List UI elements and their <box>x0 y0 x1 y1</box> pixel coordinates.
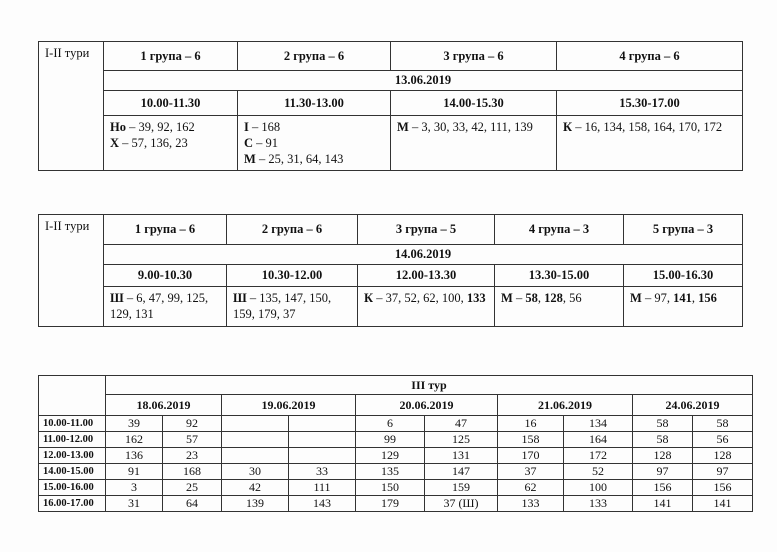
member-list: – 3, 30, 33, 42, 111, 139 <box>408 120 533 134</box>
participant-number: 156 <box>693 480 753 496</box>
member-list: – <box>512 291 526 305</box>
participant-number: 37 (Ш) <box>425 496 498 512</box>
participant-number: 31 <box>106 496 163 512</box>
participant-number: 164 <box>564 432 633 448</box>
participant-number: 64 <box>163 496 222 512</box>
tour-title: ІІІ тур <box>106 376 753 395</box>
participant-number: 92 <box>163 416 222 432</box>
participant-number <box>222 448 289 464</box>
time-header: 13.30-15.00 <box>495 265 624 287</box>
participant-number: 129 <box>356 448 425 464</box>
participant-number <box>289 448 356 464</box>
time-slot: 14.00-15.00 <box>39 464 106 480</box>
date-header: 20.06.2019 <box>356 395 498 416</box>
schedule-table-tour-3 <box>38 375 753 512</box>
region-code: Ш <box>110 291 124 305</box>
date-header: 18.06.2019 <box>106 395 222 416</box>
participant-number: 58 <box>693 416 753 432</box>
participant-number: 37 <box>498 464 564 480</box>
participant-number: 139 <box>222 496 289 512</box>
participant-number <box>289 432 356 448</box>
schedule-table-14-06 <box>38 214 743 327</box>
group-header: 3 група – 5 <box>358 215 495 245</box>
member-list: – 168 <box>248 120 281 134</box>
date-header: 21.06.2019 <box>498 395 633 416</box>
participant-number: 42 <box>222 480 289 496</box>
participant-number: 47 <box>425 416 498 432</box>
region-code: К <box>563 120 573 134</box>
region-code: Но <box>110 120 126 134</box>
time-slot: 12.00-13.00 <box>39 448 106 464</box>
participant-number: 170 <box>498 448 564 464</box>
participant-number: 56 <box>693 432 753 448</box>
group-header: 1 група – 6 <box>104 42 238 71</box>
participant-number: 58 <box>633 416 693 432</box>
time-slot: 16.00-17.00 <box>39 496 106 512</box>
participant-number: 30 <box>222 464 289 480</box>
time-slot: 10.00-11.00 <box>39 416 106 432</box>
participant-number: 162 <box>106 432 163 448</box>
participant-number: 131 <box>425 448 498 464</box>
participant-number: 58 <box>633 432 693 448</box>
time-header: 15.00-16.30 <box>624 265 743 287</box>
member-list: – 37, 52, 62, 100, <box>373 291 467 305</box>
time-slot: 15.00-16.00 <box>39 480 106 496</box>
time-header: 9.00-10.30 <box>104 265 227 287</box>
table-row <box>39 432 753 448</box>
region-code: М <box>501 291 513 305</box>
group-members <box>358 287 495 327</box>
group-members <box>238 116 391 171</box>
region-code: М <box>244 152 256 166</box>
participant-number: 168 <box>163 464 222 480</box>
time-header: 12.00-13.30 <box>358 265 495 287</box>
time-slot: 11.00-12.00 <box>39 432 106 448</box>
time-header: 10.30-12.00 <box>227 265 358 287</box>
member-list: 129, 131 <box>110 307 154 321</box>
member-number: 141 <box>673 291 692 305</box>
participant-number: 39 <box>106 416 163 432</box>
region-code: М <box>397 120 409 134</box>
member-list: – 57, 136, 23 <box>119 136 188 150</box>
participant-number: 143 <box>289 496 356 512</box>
date-header: 13.06.2019 <box>104 71 743 91</box>
participant-number: 135 <box>356 464 425 480</box>
table-row <box>39 464 753 480</box>
group-members <box>104 287 227 327</box>
member-list: – 6, 47, 99, 125, <box>123 291 209 305</box>
participant-number <box>222 432 289 448</box>
region-code: І <box>244 120 249 134</box>
group-members <box>557 116 743 171</box>
participant-number: 133 <box>564 496 633 512</box>
member-list: – 97, <box>641 291 674 305</box>
member-number: 133 <box>466 291 486 305</box>
participant-number: 150 <box>356 480 425 496</box>
participant-number: 125 <box>425 432 498 448</box>
member-list: – 16, 134, 158, 164, 170, 172 <box>572 120 723 134</box>
region-code: Х <box>110 136 120 150</box>
schedule-rows <box>39 416 753 512</box>
participant-number: 141 <box>693 496 753 512</box>
participant-number: 147 <box>425 464 498 480</box>
table-row <box>39 480 753 496</box>
group-header: 5 група – 3 <box>624 215 743 245</box>
participant-number: 134 <box>564 416 633 432</box>
participant-number: 97 <box>633 464 693 480</box>
participant-number: 111 <box>289 480 356 496</box>
participant-number: 52 <box>564 464 633 480</box>
table-row <box>39 416 753 432</box>
participant-number: 99 <box>356 432 425 448</box>
group-header: 4 група – 3 <box>495 215 624 245</box>
participant-number: 6 <box>356 416 425 432</box>
group-header: 3 група – 6 <box>391 42 557 71</box>
participant-number: 141 <box>633 496 693 512</box>
time-header: 10.00-11.30 <box>104 91 238 116</box>
time-header: 14.00-15.30 <box>391 91 557 116</box>
member-number: 58 <box>525 291 538 305</box>
participant-number: 33 <box>289 464 356 480</box>
group-members <box>624 287 743 327</box>
date-header: 19.06.2019 <box>222 395 356 416</box>
time-header: 15.30-17.00 <box>557 91 743 116</box>
participant-number: 172 <box>564 448 633 464</box>
participant-number: 159 <box>425 480 498 496</box>
region-code: К <box>364 291 374 305</box>
date-header: 14.06.2019 <box>104 245 743 265</box>
member-list: – 91 <box>253 136 279 150</box>
participant-number: 16 <box>498 416 564 432</box>
region-code: М <box>630 291 642 305</box>
group-members <box>104 116 238 171</box>
participant-number: 133 <box>498 496 564 512</box>
participant-number: 128 <box>693 448 753 464</box>
member-number: 156 <box>698 291 717 305</box>
participant-number: 91 <box>106 464 163 480</box>
group-members <box>391 116 557 171</box>
tour-label: І-ІІ тури <box>39 215 104 327</box>
tour-label: І-ІІ тури <box>39 42 104 171</box>
participant-number: 179 <box>356 496 425 512</box>
table-row <box>39 496 753 512</box>
corner-cell <box>39 376 106 416</box>
separator: , <box>537 291 545 305</box>
schedule-table-13-06 <box>38 41 743 171</box>
region-code: С <box>244 136 254 150</box>
member-list: – 39, 92, 162 <box>125 120 195 134</box>
group-members <box>495 287 624 327</box>
participant-number: 25 <box>163 480 222 496</box>
participant-number: 97 <box>693 464 753 480</box>
table-row <box>39 448 753 464</box>
member-number: 128 <box>544 291 563 305</box>
member-list: – 25, 31, 64, 143 <box>255 152 344 166</box>
date-header: 24.06.2019 <box>633 395 753 416</box>
region-code: Ш <box>233 291 247 305</box>
member-list: – 135, 147, 150, <box>246 291 332 305</box>
group-header: 2 група – 6 <box>238 42 391 71</box>
participant-number: 62 <box>498 480 564 496</box>
participant-number <box>222 416 289 432</box>
participant-number: 128 <box>633 448 693 464</box>
participant-number: 23 <box>163 448 222 464</box>
participant-number: 136 <box>106 448 163 464</box>
participant-number: 3 <box>106 480 163 496</box>
group-header: 2 група – 6 <box>227 215 358 245</box>
member-list: , 56 <box>562 291 582 305</box>
group-members <box>227 287 358 327</box>
participant-number <box>289 416 356 432</box>
time-header: 11.30-13.00 <box>238 91 391 116</box>
group-header: 1 група – 6 <box>104 215 227 245</box>
participant-number: 156 <box>633 480 693 496</box>
member-list: 159, 179, 37 <box>233 307 296 321</box>
group-header: 4 група – 6 <box>557 42 743 71</box>
participant-number: 57 <box>163 432 222 448</box>
participant-number: 158 <box>498 432 564 448</box>
participant-number: 100 <box>564 480 633 496</box>
separator: , <box>691 291 699 305</box>
